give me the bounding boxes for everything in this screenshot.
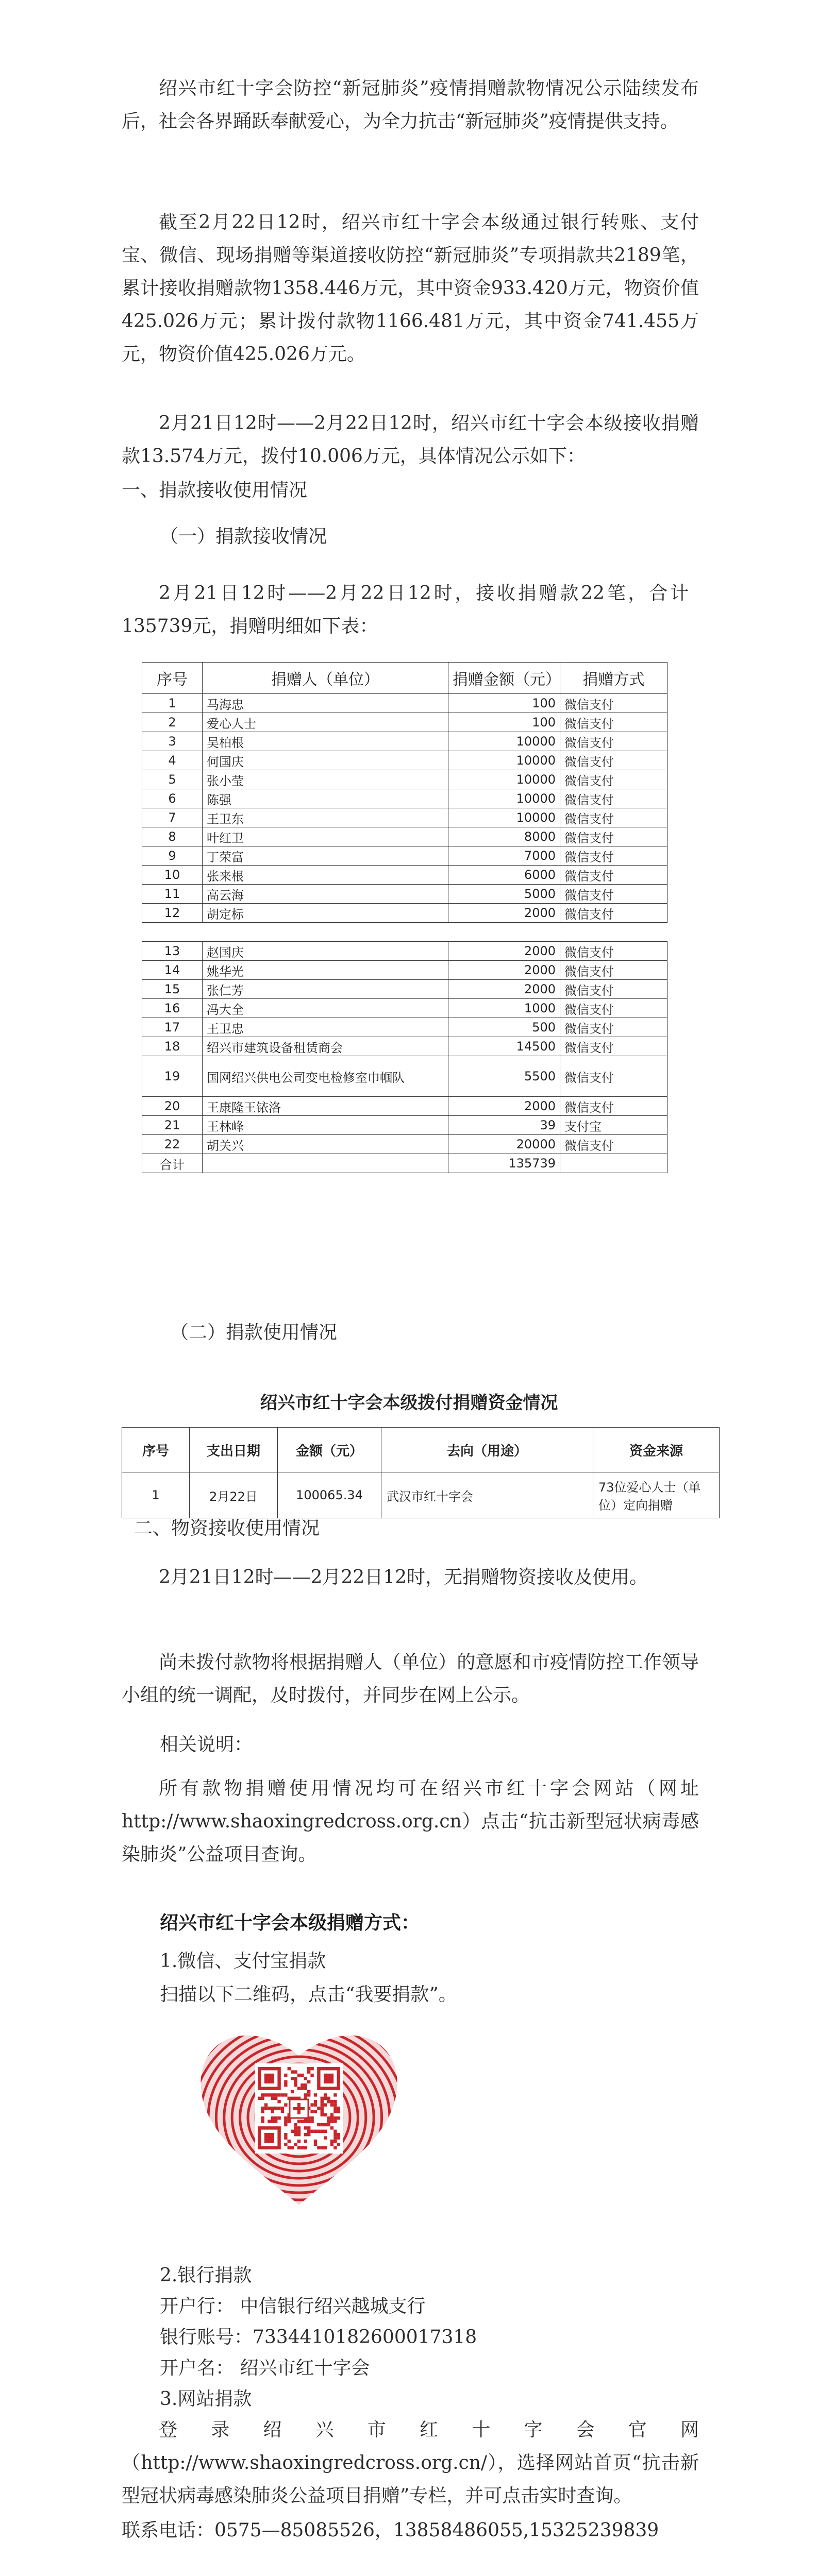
donation-method-1: 1.微信、支付宝捐款 — [160, 1951, 326, 1972]
cell-amount: 20000 — [448, 1135, 560, 1154]
section-1-sub-1-text: 2月21日12时——2月22日12时，接收捐赠款22笔，合计135739元，捐赠明细如下表： — [122, 583, 689, 637]
cell-method: 微信支付 — [560, 808, 667, 827]
section-2-paragraph-1: 2月21日12时——2月22日12时，无捐赠物资接收及使用。 — [159, 1567, 648, 1588]
table-row — [142, 942, 667, 961]
cell-donor: 姚华光 — [203, 961, 448, 980]
table-row — [142, 827, 667, 846]
cell-amount: 10000 — [448, 789, 560, 808]
cell-amount: 7000 — [448, 846, 560, 866]
spacer-cell — [142, 923, 667, 942]
cell-amount: 2000 — [448, 961, 560, 980]
bank-name: 开户行： 中信银行绍兴越城支行 — [160, 2296, 426, 2317]
cell-donor: 赵国庆 — [203, 942, 448, 961]
cell-donor: 叶红卫 — [203, 827, 448, 846]
intro-paragraph-2: 截至2月22日12时，绍兴市红十字会本级通过银行转账、支付宝、微信、现场捐赠等渠道接收防控“新冠肺炎”专项捐款共2189笔，累计接收捐赠款物1358.446万元，其中资金933.420万元，物资价值425.026万元；累计拨付款物1166.481万元，其中资金741.455万元，物资价值425.026万元。 — [122, 212, 699, 365]
table-row — [142, 1056, 667, 1097]
cell-method: 微信支付 — [560, 866, 667, 885]
cell-index: 20 — [142, 1097, 203, 1116]
alloc-header-date: 支出日期 — [190, 1428, 278, 1472]
intro-paragraph-1: 绍兴市红十字会防控“新冠肺炎”疫情捐赠款物情况公示陆续发布后，社会各界踊跃奉献爱心，为全力抗击“新冠肺炎”疫情提供支持。 — [122, 78, 699, 132]
section-1-sub-2: （二）捐款使用情况 — [170, 1322, 338, 1343]
cell-method: 微信支付 — [560, 770, 667, 789]
header-index: 序号 — [142, 663, 203, 694]
cell-index: 10 — [142, 866, 203, 885]
cell-amount: 10000 — [448, 808, 560, 827]
cell-amount: 2000 — [448, 904, 560, 923]
alloc-cell-amount: 100065.34 — [278, 1472, 381, 1518]
intro-paragraph-3: 2月21日12时——2月22日12时，绍兴市红十字会本级接收捐赠款13.574万元，拨付10.006万元，具体情况公示如下： — [122, 413, 699, 467]
cell-donor: 胡关兴 — [203, 1135, 448, 1154]
table-row — [142, 961, 667, 980]
total-label: 合计 — [142, 1154, 203, 1173]
table-row — [142, 789, 667, 808]
cell-donor: 王卫东 — [203, 808, 448, 827]
cell-amount: 10000 — [448, 770, 560, 789]
cell-amount: 10000 — [448, 751, 560, 770]
table-row — [142, 980, 667, 999]
section-1-sub-1: （一）捐款接收情况 — [160, 526, 327, 547]
cell-method: 微信支付 — [560, 999, 667, 1018]
cell-donor: 何国庆 — [203, 751, 448, 770]
cell-index: 9 — [142, 846, 203, 866]
cell-donor: 张仁芳 — [203, 980, 448, 999]
website-donation-text: 登录绍兴市红十字会官网（http://www.shaoxingredcross.org.cn/），选择网站首页“抗击新型冠状病毒感染肺炎公益项目捐赠”专栏，并可点击实时查询。 — [122, 2419, 699, 2506]
cell-method: 微信支付 — [560, 1097, 667, 1116]
donor-table-header — [142, 663, 667, 694]
header-amount: 捐赠金额（元） — [448, 663, 560, 694]
cell-method: 微信支付 — [560, 1056, 667, 1097]
section-2-paragraph-2: 尚未拨付款物将根据捐赠人（单位）的意愿和市疫情防控工作领导小组的统一调配，及时拨付，并同步在网上公示。 — [122, 1652, 699, 1706]
cell-amount: 10000 — [448, 732, 560, 751]
cell-index: 17 — [142, 1018, 203, 1037]
cell-method: 微信支付 — [560, 1135, 667, 1154]
table-row — [142, 999, 667, 1018]
donation-method-1-text: 扫描以下二维码，点击“我要捐款”。 — [160, 1984, 457, 2005]
total-value: 135739 — [448, 1154, 560, 1173]
cell-index: 22 — [142, 1135, 203, 1154]
alloc-header-source: 资金来源 — [593, 1428, 720, 1472]
cell-index: 19 — [142, 1056, 203, 1097]
cell-method: 微信支付 — [560, 751, 667, 770]
table-row — [142, 846, 667, 866]
cell-index: 16 — [142, 999, 203, 1018]
cell-method: 微信支付 — [560, 942, 667, 961]
cell-amount: 2000 — [448, 1097, 560, 1116]
cell-amount: 100 — [448, 713, 560, 732]
donation-methods-title: 绍兴市红十字会本级捐赠方式： — [160, 1912, 420, 1934]
cell-donor: 王卫忠 — [203, 1018, 448, 1037]
cell-donor: 王康隆王铱洛 — [203, 1097, 448, 1116]
cell-index: 15 — [142, 980, 203, 999]
cell-index: 12 — [142, 904, 203, 923]
cell-method: 支付宝 — [560, 1116, 667, 1135]
cell-index: 1 — [142, 694, 203, 713]
cell-index: 5 — [142, 770, 203, 789]
cell-amount: 2000 — [448, 980, 560, 999]
contact-phone: 联系电话：0575—85085526，13858486055,15325239839 — [122, 2520, 659, 2541]
cell-donor: 张小莹 — [203, 770, 448, 789]
cell-index: 7 — [142, 808, 203, 827]
cell-index: 2 — [142, 713, 203, 732]
cell-method: 微信支付 — [560, 980, 667, 999]
cell-amount: 500 — [448, 1018, 560, 1037]
section-1-title: 一、捐款接收使用情况 — [122, 480, 308, 501]
cell-method: 微信支付 — [560, 713, 667, 732]
cell-donor: 冯大全 — [203, 999, 448, 1018]
table-row — [122, 1472, 720, 1518]
cell-index: 21 — [142, 1116, 203, 1135]
table-row — [142, 694, 667, 713]
cell-donor: 高云海 — [203, 885, 448, 904]
cell-method: 微信支付 — [560, 961, 667, 980]
donation-method-2: 2.银行捐款 — [160, 2265, 252, 2286]
cell-index: 14 — [142, 961, 203, 980]
total-empty — [203, 1154, 448, 1173]
allocation-table-title: 绍兴市红十字会本级拨付捐赠资金情况 — [260, 1393, 558, 1413]
cell-method: 微信支付 — [560, 1018, 667, 1037]
table-row — [142, 732, 667, 751]
cell-donor: 爱心人士 — [203, 713, 448, 732]
alloc-cell-date: 2月22日 — [190, 1472, 278, 1518]
cell-method: 微信支付 — [560, 846, 667, 866]
cell-amount: 2000 — [448, 942, 560, 961]
cell-index: 6 — [142, 789, 203, 808]
cell-amount: 8000 — [448, 827, 560, 846]
cell-donor: 马海忠 — [203, 694, 448, 713]
allocation-table — [122, 1427, 720, 1518]
table-row — [142, 1018, 667, 1037]
cell-amount: 39 — [448, 1116, 560, 1135]
cell-method: 微信支付 — [560, 904, 667, 923]
cell-index: 11 — [142, 885, 203, 904]
cell-amount: 6000 — [448, 866, 560, 885]
table-row — [142, 770, 667, 789]
cell-amount: 5000 — [448, 885, 560, 904]
table-row — [142, 885, 667, 904]
total-row — [142, 1154, 667, 1173]
donation-qr-code[interactable] — [196, 2020, 402, 2210]
cell-method: 微信支付 — [560, 885, 667, 904]
table-row — [142, 1037, 667, 1056]
cell-donor: 国网绍兴供电公司变电检修室巾帼队 — [203, 1056, 448, 1097]
cell-index: 13 — [142, 942, 203, 961]
total-empty-2 — [560, 1154, 667, 1173]
table-row — [142, 1116, 667, 1135]
cell-method: 微信支付 — [560, 827, 667, 846]
cell-method: 微信支付 — [560, 732, 667, 751]
cell-donor: 张来根 — [203, 866, 448, 885]
cell-amount: 1000 — [448, 999, 560, 1018]
cell-amount: 14500 — [448, 1037, 560, 1056]
table-row — [142, 713, 667, 732]
alloc-header-index: 序号 — [122, 1428, 190, 1472]
account-holder: 开户名： 绍兴市红十字会 — [160, 2358, 370, 2379]
table-row — [142, 1135, 667, 1154]
alloc-cell-source: 73位爱心人士（单位）定向捐赠 — [593, 1472, 720, 1518]
section-2-title: 二、物资接收使用情况 — [134, 1518, 320, 1539]
cell-donor: 丁荣富 — [203, 846, 448, 866]
alloc-cell-destination: 武汉市红十字会 — [381, 1472, 593, 1518]
notes-title: 相关说明： — [160, 1734, 253, 1755]
table-row — [142, 1097, 667, 1116]
cell-amount: 100 — [448, 694, 560, 713]
donor-table — [142, 662, 667, 1173]
table-row — [142, 808, 667, 827]
cell-index: 3 — [142, 732, 203, 751]
bank-account: 银行账号：7334410182600017318 — [160, 2327, 477, 2348]
alloc-header-destination: 去向（用途） — [381, 1428, 593, 1472]
cell-method: 微信支付 — [560, 789, 667, 808]
donation-method-3: 3.网站捐款 — [160, 2388, 252, 2410]
cell-donor: 王林峰 — [203, 1116, 448, 1135]
cell-donor: 陈强 — [203, 789, 448, 808]
cell-donor: 吴柏根 — [203, 732, 448, 751]
table-row — [142, 866, 667, 885]
header-method: 捐赠方式 — [560, 663, 667, 694]
cell-donor: 绍兴市建筑设备租赁商会 — [203, 1037, 448, 1056]
notes-text: 所有款物捐赠使用情况均可在绍兴市红十字会网站（网址http://www.shaoxingredcross.org.cn）点击“抗击新型冠状病毒感染肺炎”公益项目查询。 — [122, 1778, 699, 1865]
alloc-header-amount: 金额（元） — [278, 1428, 381, 1472]
cell-donor: 胡定标 — [203, 904, 448, 923]
cell-amount: 5500 — [448, 1056, 560, 1097]
allocation-table-header — [122, 1428, 720, 1472]
table-row — [142, 904, 667, 923]
alloc-cell-index: 1 — [122, 1472, 190, 1518]
table-spacer — [142, 923, 667, 942]
header-donor: 捐赠人（单位） — [203, 663, 448, 694]
cell-method: 微信支付 — [560, 1037, 667, 1056]
cell-index: 8 — [142, 827, 203, 846]
cell-method: 微信支付 — [560, 694, 667, 713]
cell-index: 4 — [142, 751, 203, 770]
cell-index: 18 — [142, 1037, 203, 1056]
table-row — [142, 751, 667, 770]
